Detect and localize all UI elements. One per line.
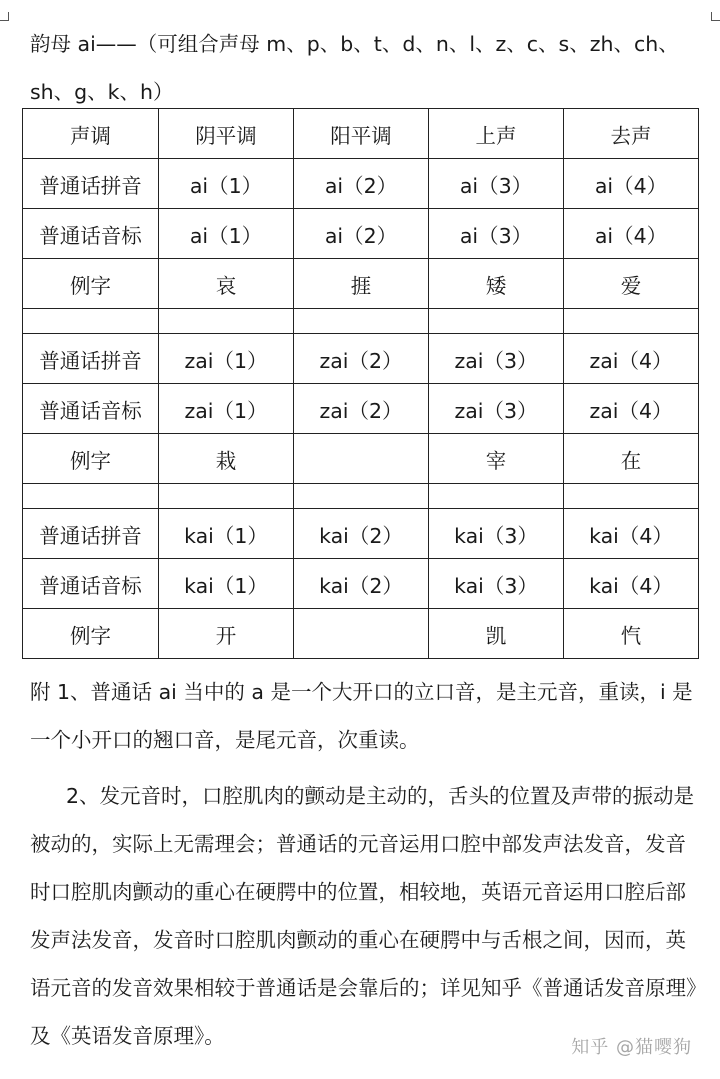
table-cell: 开 bbox=[159, 609, 294, 659]
header-cell-tone2: 阳平调 bbox=[294, 109, 429, 159]
table-cell: 捱 bbox=[294, 259, 429, 309]
table-row bbox=[23, 559, 699, 609]
row-label: 例字 bbox=[23, 434, 159, 484]
notes-section bbox=[30, 668, 700, 1060]
table-cell: ai（2） bbox=[294, 209, 429, 259]
table-cell bbox=[564, 484, 699, 509]
tone-table bbox=[22, 108, 699, 659]
table-cell: kai（4） bbox=[564, 559, 699, 609]
table-cell: kai（3） bbox=[429, 559, 564, 609]
table-cell: kai（3） bbox=[429, 509, 564, 559]
table-cell: 忾 bbox=[564, 609, 699, 659]
table-cell: 矮 bbox=[429, 259, 564, 309]
heading-line-2: sh、g、k、h） bbox=[30, 80, 174, 104]
table-cell: 宰 bbox=[429, 434, 564, 484]
table-cell bbox=[159, 484, 294, 509]
table-cell: zai（4） bbox=[564, 334, 699, 384]
table-cell bbox=[23, 309, 159, 334]
table-cell bbox=[23, 484, 159, 509]
table-cell: ai（1） bbox=[159, 209, 294, 259]
heading-line-1: 韵母 ai——（可组合声母 m、p、b、t、d、n、l、z、c、s、zh、ch、 bbox=[30, 32, 679, 56]
row-label: 普通话拼音 bbox=[23, 334, 159, 384]
table-cell bbox=[294, 484, 429, 509]
table-cell: ai（4） bbox=[564, 159, 699, 209]
table-cell: zai（4） bbox=[564, 384, 699, 434]
table-cell: zai（2） bbox=[294, 334, 429, 384]
table-header-row bbox=[23, 109, 699, 159]
table-cell: zai（1） bbox=[159, 334, 294, 384]
table-spacer-row bbox=[23, 309, 699, 334]
table-row bbox=[23, 334, 699, 384]
table-cell: zai（2） bbox=[294, 384, 429, 434]
table-cell: zai（3） bbox=[429, 384, 564, 434]
row-label: 例字 bbox=[23, 259, 159, 309]
table-cell: 栽 bbox=[159, 434, 294, 484]
table-cell: kai（1） bbox=[159, 559, 294, 609]
table-cell: ai（1） bbox=[159, 159, 294, 209]
table-cell bbox=[429, 309, 564, 334]
table-row bbox=[23, 259, 699, 309]
row-label: 普通话拼音 bbox=[23, 509, 159, 559]
table-cell: ai（3） bbox=[429, 159, 564, 209]
table-cell bbox=[294, 609, 429, 659]
table-row bbox=[23, 509, 699, 559]
table-cell: 在 bbox=[564, 434, 699, 484]
table-cell: 哀 bbox=[159, 259, 294, 309]
table-cell: kai（1） bbox=[159, 509, 294, 559]
row-label: 普通话音标 bbox=[23, 559, 159, 609]
table-spacer-row bbox=[23, 484, 699, 509]
table-cell: zai（1） bbox=[159, 384, 294, 434]
note-2-paragraph: 2、发元音时，口腔肌肉的颤动是主动的，舌头的位置及声带的振动是被动的，实际上无需理会；普通话的元音运用口腔中部发声法发音，发音时口腔肌肉颤动的重心在硬腭中的位置，相较地，英语元音运用口腔后部发声法发音，发音时口腔肌肉颤动的重心在硬腭中与舌根之间，因而，英语元音的发音效果相较于普通话是会靠后的；详见知乎《普通话发音原理》及《英语发音原理》。 bbox=[30, 784, 697, 1048]
crop-mark-top-left bbox=[0, 12, 9, 21]
final-ai-heading bbox=[30, 20, 710, 116]
zhihu-watermark: 知乎 @猫嘤狗 bbox=[571, 1037, 692, 1058]
note-1-paragraph: 附 1、普通话 ai 当中的 a 是一个大开口的立口音，是主元音，重读，i 是一个小开口的翘口音，是尾元音，次重读。 bbox=[30, 680, 693, 752]
header-cell-tone3: 上声 bbox=[429, 109, 564, 159]
header-cell-tone4: 去声 bbox=[564, 109, 699, 159]
table-cell: kai（2） bbox=[294, 559, 429, 609]
table-cell: ai（3） bbox=[429, 209, 564, 259]
table-row bbox=[23, 209, 699, 259]
table-cell: zai（3） bbox=[429, 334, 564, 384]
row-label: 普通话音标 bbox=[23, 209, 159, 259]
table-row bbox=[23, 609, 699, 659]
table-cell: 爱 bbox=[564, 259, 699, 309]
table-cell: ai（4） bbox=[564, 209, 699, 259]
table-cell bbox=[159, 309, 294, 334]
table-row bbox=[23, 159, 699, 209]
table-cell bbox=[564, 309, 699, 334]
row-label: 普通话音标 bbox=[23, 384, 159, 434]
crop-mark-top-right bbox=[711, 12, 720, 21]
table-row bbox=[23, 384, 699, 434]
table-cell bbox=[294, 434, 429, 484]
table-cell: kai（4） bbox=[564, 509, 699, 559]
header-cell-tone: 声调 bbox=[23, 109, 159, 159]
table-cell bbox=[294, 309, 429, 334]
header-cell-tone1: 阴平调 bbox=[159, 109, 294, 159]
row-label: 普通话拼音 bbox=[23, 159, 159, 209]
table-cell: 凯 bbox=[429, 609, 564, 659]
table-cell: kai（2） bbox=[294, 509, 429, 559]
table-cell bbox=[429, 484, 564, 509]
row-label: 例字 bbox=[23, 609, 159, 659]
table-row bbox=[23, 434, 699, 484]
table-cell: ai（2） bbox=[294, 159, 429, 209]
